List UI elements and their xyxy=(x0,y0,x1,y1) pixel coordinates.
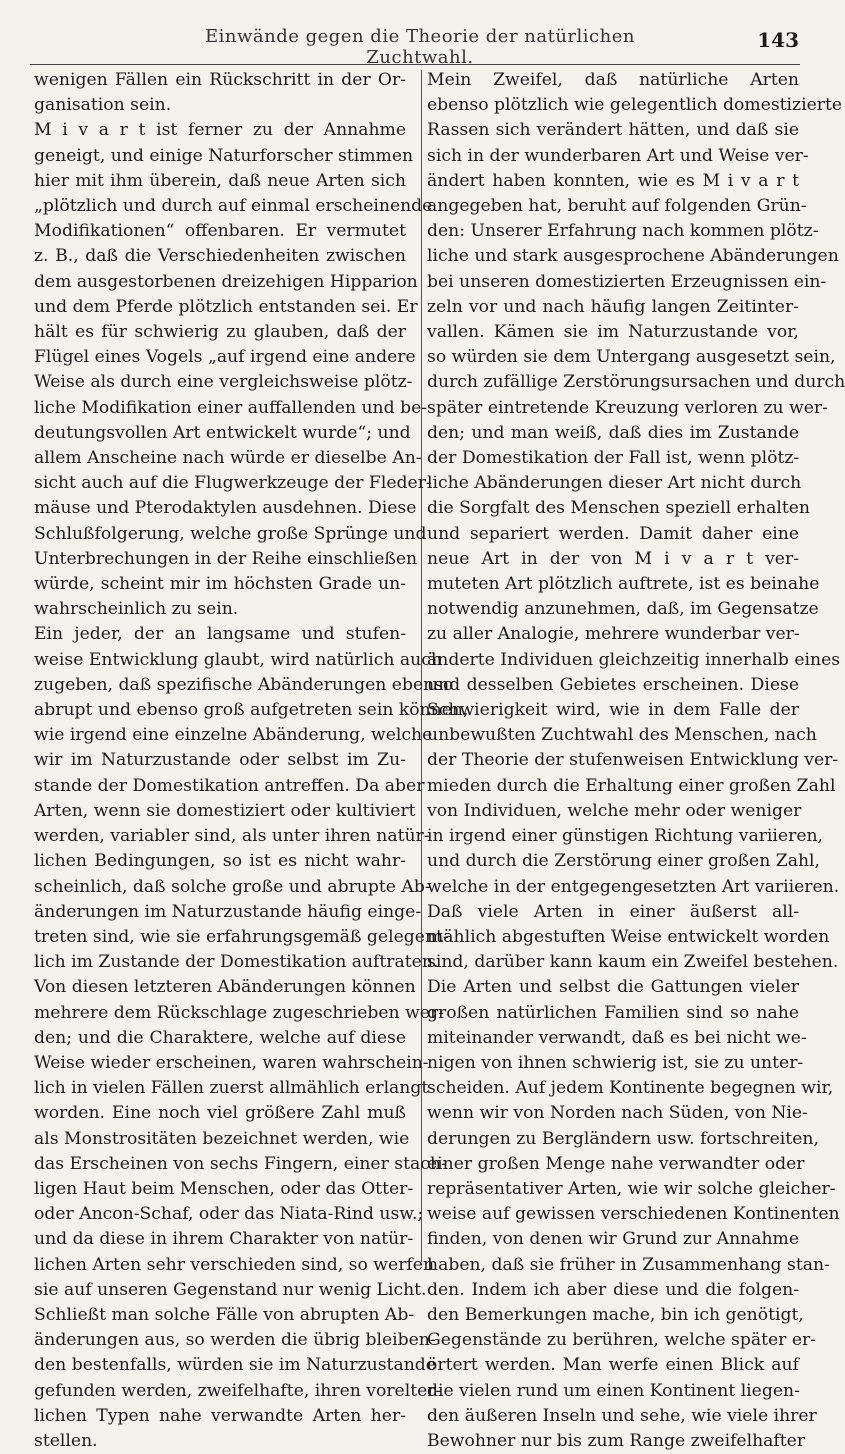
text-line: unbewußten Zuchtwahl des Menschen, nach xyxy=(427,725,817,746)
text-line: scheinlich, daß solche große und abrupte Ab- xyxy=(34,876,431,897)
text-line: als Monstrositäten bezeichnet werden, wie xyxy=(34,1128,410,1149)
text-line: in irgend einer günstigen Richtung variieren, xyxy=(427,826,824,847)
text-line: den. Indem ich aber diese und die folgen- xyxy=(427,1279,799,1300)
text-line: Von diesen letzteren Abänderungen können xyxy=(34,977,416,998)
text-line: würde, scheint mir im höchsten Grade un- xyxy=(34,574,406,595)
text-line: den Bemerkungen mache, bin ich genötigt, xyxy=(427,1304,804,1325)
text-line: lich im Zustande der Domestikation auftraten. xyxy=(34,952,439,973)
text-line: Weise als durch eine vergleichsweise plötz- xyxy=(34,372,413,393)
text-line: finden, von denen wir Grund zur Annahme xyxy=(427,1229,799,1250)
text-line: abrupt und ebenso groß aufgetreten sein können, xyxy=(34,700,469,721)
text-line: die Sorgfalt des Menschen speziell erhalten xyxy=(427,498,810,519)
text-line: wie irgend eine einzelne Abänderung, welche xyxy=(34,725,433,746)
text-line: zeln vor und nach häufig langen Zeitinter- xyxy=(427,296,799,317)
text-line: Schlußfolgerung, welche große Sprünge und xyxy=(34,523,427,544)
text-line: gefunden werden, zweifelhafte, ihren vorelter- xyxy=(34,1380,442,1401)
text-line: scheiden. Auf jedem Kontinente begegnen wir, xyxy=(427,1078,834,1099)
text-line: weise auf gewissen verschiedenen Kontinenten xyxy=(427,1204,840,1225)
text-line: durch zufällige Zerstörungsursachen und durch xyxy=(427,372,845,393)
text-line: nigen von ihnen schwierig ist, sie zu unter- xyxy=(427,1052,804,1073)
text-line: bei unseren domestizierten Erzeugnissen ein- xyxy=(427,271,827,292)
text-line: lichen Typen nahe verwandte Arten her- xyxy=(34,1405,406,1426)
header-rule xyxy=(30,64,800,65)
text-line: mählich abgestuften Weise entwickelt worden xyxy=(427,926,830,947)
text-line: hält es für schwierig zu glauben, daß der xyxy=(34,322,406,343)
text-line: den; und man weiß, daß dies im Zustande xyxy=(427,422,799,443)
text-line: treten sind, wie sie erfahrungsgemäß gelegent- xyxy=(34,926,449,947)
text-line: miteinander verwandt, daß es bei nicht we- xyxy=(427,1027,807,1048)
text-line: und separiert werden. Damit daher eine xyxy=(427,523,799,544)
text-line: so würden sie dem Untergang ausgesetzt sein, xyxy=(427,347,836,368)
text-line: großen natürlichen Familien sind so nahe xyxy=(427,1002,799,1023)
text-line: liche Modifikation einer auffallenden und be- xyxy=(34,397,428,418)
text-line: hier mit ihm überein, daß neue Arten sich xyxy=(34,170,406,191)
text-line: ändert haben konnten, wie es M i v a r t xyxy=(427,170,799,191)
text-line: allem Anscheine nach würde er dieselbe An- xyxy=(34,448,422,469)
text-line: M i v a r t ist ferner zu der Annahme xyxy=(34,120,406,141)
text-line: und da diese in ihrem Charakter von natür- xyxy=(34,1229,414,1250)
text-line: lichen Arten sehr verschieden sind, so werfen xyxy=(34,1254,435,1275)
text-line: ganisation sein. xyxy=(34,95,172,116)
text-line: Arten, wenn sie domestiziert oder kultiviert xyxy=(34,800,416,821)
text-line: änderte Individuen gleichzeitig innerhalb eines xyxy=(427,649,841,670)
text-line: später eintretende Kreuzung verloren zu wer- xyxy=(427,397,828,418)
text-line: ligen Haut beim Menschen, oder das Otter- xyxy=(34,1178,414,1199)
text-line: änderungen aus, so werden die übrig bleiben- xyxy=(34,1330,436,1351)
text-line: wenigen Fällen ein Rückschritt in der Or- xyxy=(34,70,406,90)
page-number: 143 xyxy=(757,28,799,52)
text-line: mieden durch die Erhaltung einer großen Zahl xyxy=(427,775,836,796)
text-line: angegeben hat, beruht auf folgenden Grün- xyxy=(427,196,807,217)
text-line: und desselben Gebietes erscheinen. Diese xyxy=(427,674,799,695)
text-line: geneigt, und einige Naturforscher stimmen xyxy=(34,145,414,166)
text-line: welche in der entgegengesetzten Art variieren. xyxy=(427,876,840,897)
text-line: den äußeren Inseln und sehe, wie viele ihrer xyxy=(427,1405,817,1426)
left-column xyxy=(34,68,469,1454)
text-line: Unterbrechungen in der Reihe einschließen xyxy=(34,548,418,569)
running-title: Einwände gegen die Theorie der natürlichen Zuchtwahl. xyxy=(205,26,635,68)
text-line: Gegenstände zu berühren, welche später er- xyxy=(427,1330,817,1351)
text-line: weise Entwicklung glaubt, wird natürlich auch xyxy=(34,649,442,670)
text-line: den; und die Charaktere, welche auf diese xyxy=(34,1027,406,1048)
text-line: lich in vielen Fällen zuerst allmählich erlangt xyxy=(34,1078,429,1099)
text-line: änderungen im Naturzustande häufig einge- xyxy=(34,901,422,922)
text-line: den: Unserer Erfahrung nach kommen plötz- xyxy=(427,221,819,242)
text-line: stande der Domestikation antreffen. Da aber xyxy=(34,775,425,796)
text-line: sicht auch auf die Flugwerkzeuge der Fleder- xyxy=(34,473,432,494)
text-line: wir im Naturzustande oder selbst im Zu- xyxy=(34,750,406,771)
text-line: zu aller Analogie, mehrere wunderbar ver- xyxy=(427,624,800,645)
text-line: und dem Pferde plötzlich entstanden sei. Er xyxy=(34,296,418,317)
text-line: Ein jeder, der an langsame und stufen- xyxy=(34,624,406,645)
text-line: ebenso plötzlich wie gelegentlich domestizierte xyxy=(427,95,843,116)
text-line: worden. Eine noch viel größere Zahl muß xyxy=(34,1103,406,1124)
text-line: liche Abänderungen dieser Art nicht durch xyxy=(427,473,802,494)
text-line: stellen. xyxy=(34,1430,98,1451)
text-line: der Theorie der stufenweisen Entwicklung ver- xyxy=(427,750,839,771)
text-line: neue Art in der von M i v a r t ver- xyxy=(427,548,799,569)
text-line: „plötzlich und durch auf einmal erscheinende xyxy=(34,196,433,217)
text-line: lichen Bedingungen, so ist es nicht wahr- xyxy=(34,851,406,872)
text-line: Modifikationen“ offenbaren. Er vermutet xyxy=(34,221,406,242)
right-column xyxy=(427,68,845,1454)
text-line: mehrere dem Rückschlage zugeschrieben wer- xyxy=(34,1002,444,1023)
text-line: Weise wieder erscheinen, waren wahrschein- xyxy=(34,1052,429,1073)
text-line: der Domestikation der Fall ist, wenn plötz- xyxy=(427,448,800,469)
text-line: den bestenfalls, würden sie im Naturzustande xyxy=(34,1355,436,1376)
text-line: von Individuen, welche mehr oder weniger xyxy=(427,800,802,821)
text-line: einer großen Menge nahe verwandter oder xyxy=(427,1153,805,1174)
text-line: sich in der wunderbaren Art und Weise ver- xyxy=(427,145,809,166)
text-line: muteten Art plötzlich auftrete, ist es beinahe xyxy=(427,574,820,595)
text-line: Mein Zweifel, daß natürliche Arten xyxy=(427,70,799,90)
text-line: Die Arten und selbst die Gattungen vieler xyxy=(427,977,799,998)
text-line: Daß viele Arten in einer äußerst all- xyxy=(427,901,799,922)
text-line: wahrscheinlich zu sein. xyxy=(34,599,239,620)
text-line: dem ausgestorbenen dreizehigen Hipparion xyxy=(34,271,418,292)
text-line: notwendig anzunehmen, daß, im Gegensatze xyxy=(427,599,819,620)
text-line: und durch die Zerstörung einer großen Zahl, xyxy=(427,851,820,872)
text-line: Rassen sich verändert hätten, und daß sie xyxy=(427,120,799,141)
text-line: z. B., daß die Verschiedenheiten zwischen xyxy=(34,246,406,267)
text-line: vallen. Kämen sie im Naturzustande vor, xyxy=(427,322,799,343)
text-line: zugeben, daß spezifische Abänderungen ebenso xyxy=(34,674,454,695)
text-line: das Erscheinen von sechs Fingern, einer stach- xyxy=(34,1153,447,1174)
text-line: sind, darüber kann kaum ein Zweifel bestehen. xyxy=(427,952,839,973)
text-line: deutungsvollen Art entwickelt wurde“; und xyxy=(34,422,411,443)
text-line: sie auf unseren Gegenstand nur wenig Licht. xyxy=(34,1279,427,1300)
text-line: Schließt man solche Fälle von abrupten Ab- xyxy=(34,1304,415,1325)
text-line: derungen zu Bergländern usw. fortschreiten, xyxy=(427,1128,819,1149)
text-line: die vielen rund um einen Kontinent liegen- xyxy=(427,1380,800,1401)
text-line: haben, daß sie früher in Zusammenhang stan- xyxy=(427,1254,830,1275)
text-line: Schwierigkeit wird, wie in dem Falle der xyxy=(427,700,799,721)
text-line: Flügel eines Vogels „auf irgend eine andere xyxy=(34,347,416,368)
text-line: repräsentativer Arten, wie wir solche gleicher- xyxy=(427,1178,836,1199)
text-line: werden, variabler sind, als unter ihren natür- xyxy=(34,826,430,847)
text-line: örtert werden. Man werfe einen Blick auf xyxy=(427,1355,799,1376)
text-line: Bewohner nur bis zum Range zweifelhafter xyxy=(427,1430,806,1451)
text-line: wenn wir von Norden nach Süden, von Nie- xyxy=(427,1103,808,1124)
text-line: oder Ancon-Schaf, oder das Niata-Rind usw.; xyxy=(34,1204,424,1225)
text-line: mäuse und Pterodaktylen ausdehnen. Diese xyxy=(34,498,417,519)
text-line: liche und stark ausgesprochene Abänderungen xyxy=(427,246,839,267)
